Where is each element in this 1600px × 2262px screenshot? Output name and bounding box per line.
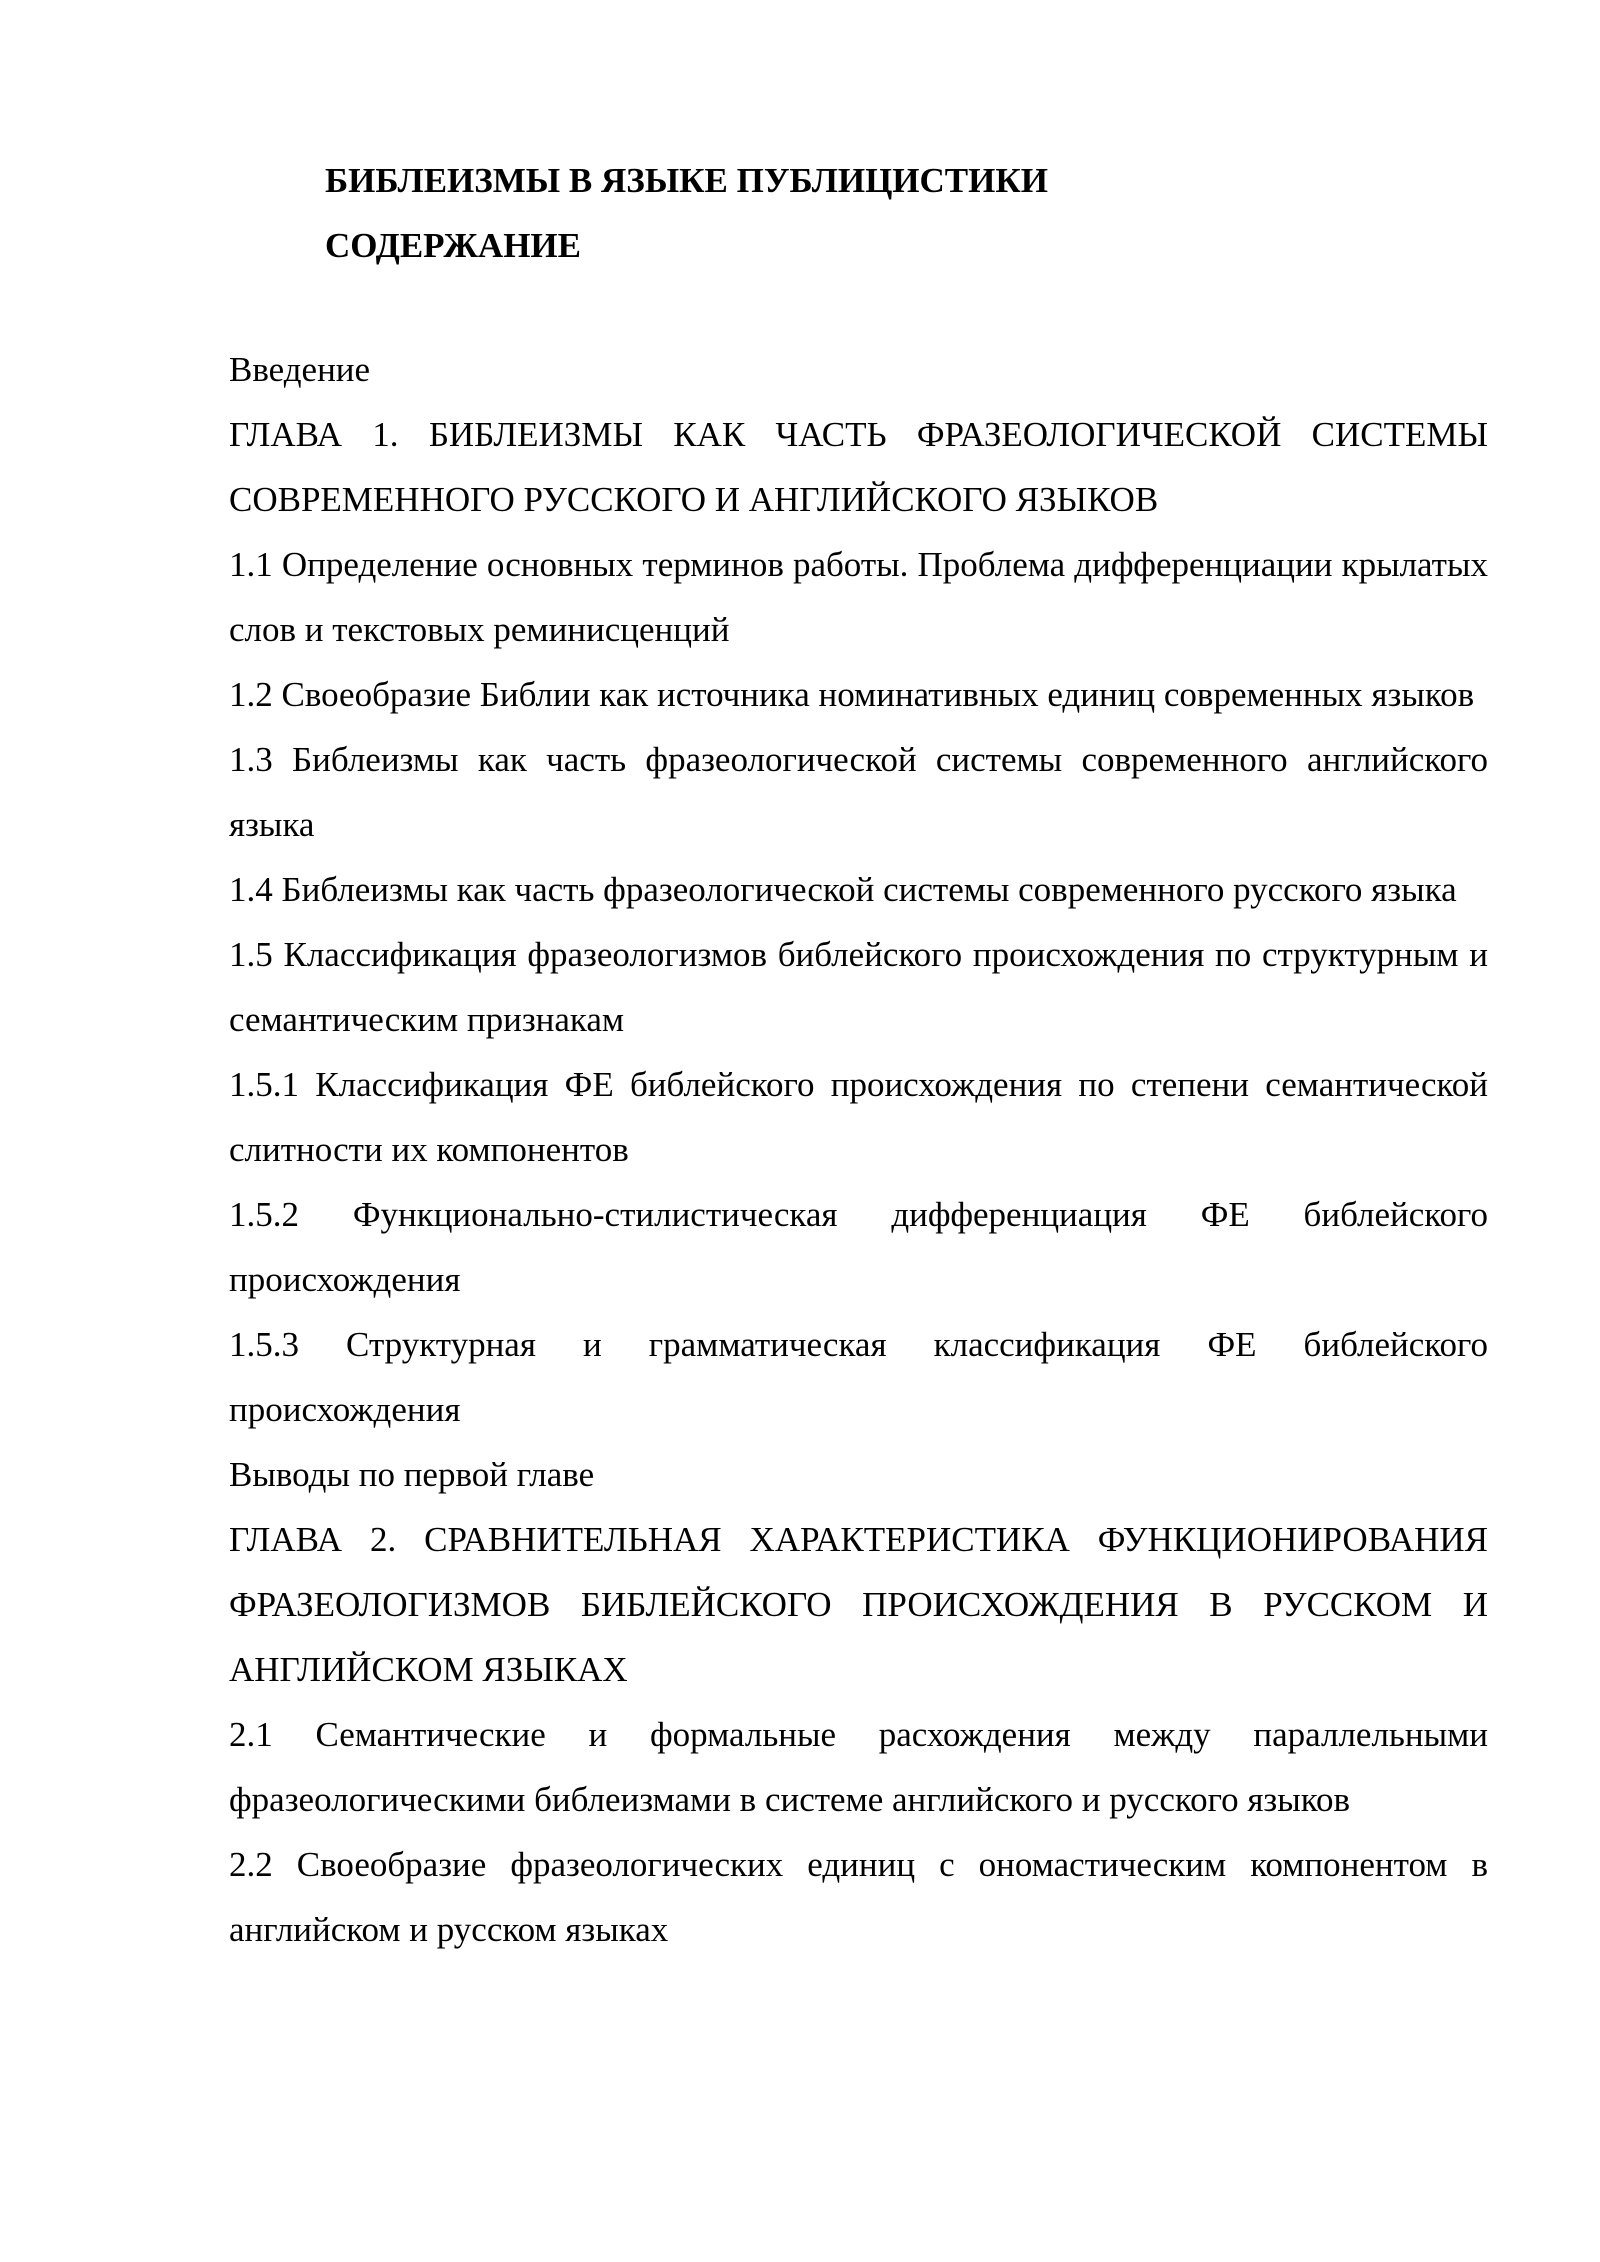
toc-entry-1-1: 1.1 Определение основных терминов работы. Проблема дифференциации крылатых слов и текстовых реминисценций (229, 545, 1488, 649)
toc-entry-2-2: 2.2 Своеобразие фразеологических единиц с ономастическим компонентом в английском и русском языках (229, 1845, 1488, 1949)
toc-entry-chapter-2: ГЛАВА 2. СРАВНИТЕЛЬНАЯ ХАРАКТЕРИСТИКА ФУНКЦИОНИРОВАНИЯ ФРАЗЕОЛОГИЗМОВ БИБЛЕЙСКОГО ПРОИСХОЖДЕНИЯ В РУССКОМ И АНГЛИЙСКОМ ЯЗЫКАХ (229, 1520, 1488, 1689)
toc-entry-1-5-3: 1.5.3 Структурная и грамматическая классификация ФЕ библейского происхождения (229, 1325, 1488, 1429)
toc-entry-2-1: 2.1 Семантические и формальные расхождения между параллельными фразеологическими библеизмами в системе английского и русского языков (229, 1715, 1488, 1819)
toc-entry-1-4: 1.4 Библеизмы как часть фразеологической системы современного русского языка (229, 870, 1457, 909)
toc-entry-chapter-1-conclusions: Выводы по первой главе (229, 1455, 595, 1494)
table-of-contents (229, 337, 1488, 1962)
toc-entry-1-3: 1.3 Библеизмы как часть фразеологической системы современного английского языка (229, 740, 1488, 844)
toc-entry-1-5-2: 1.5.2 Функционально-стилистическая дифференциация ФЕ библейского происхождения (229, 1195, 1488, 1299)
toc-entry-introduction: Введение (229, 350, 371, 389)
toc-heading: СОДЕРЖАНИЕ (325, 226, 582, 265)
toc-entry-1-5-1: 1.5.1 Классификация ФЕ библейского происхождения по степени семантической слитности их компонентов (229, 1065, 1488, 1169)
document-title: БИБЛЕИЗМЫ В ЯЗЫКЕ ПУБЛИЦИСТИКИ (325, 161, 1048, 200)
toc-entry-1-5: 1.5 Классификация фразеологизмов библейского происхождения по структурным и семантическим признакам (229, 935, 1488, 1039)
toc-entry-1-2: 1.2 Своеобразие Библии как источника номинативных единиц современных языков (229, 675, 1475, 714)
heading-block (325, 148, 1325, 278)
toc-entry-chapter-1: ГЛАВА 1. БИБЛЕИЗМЫ КАК ЧАСТЬ ФРАЗЕОЛОГИЧЕСКОЙ СИСТЕМЫ СОВРЕМЕННОГО РУССКОГО И АНГЛИЙСКОГО ЯЗЫКОВ (229, 415, 1488, 519)
